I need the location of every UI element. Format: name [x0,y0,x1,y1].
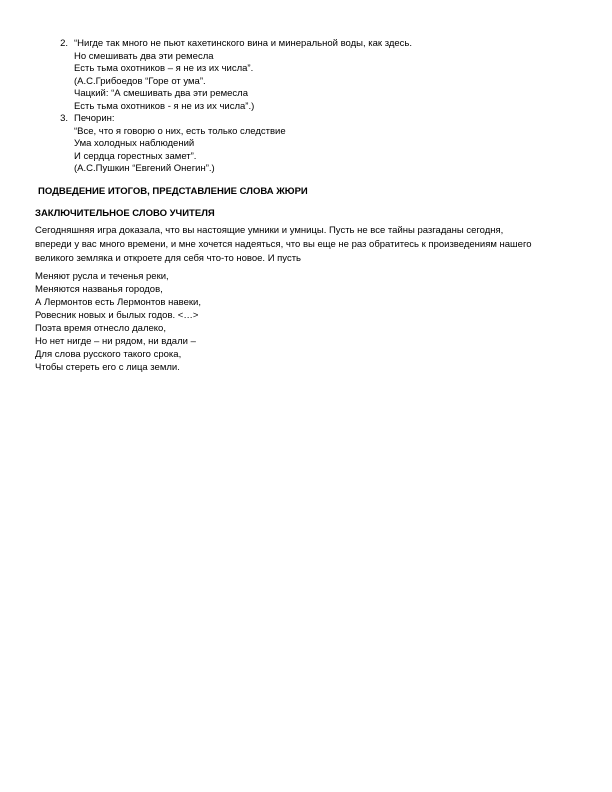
text-line: великого земляка и откроете для себя что-то новое. И пусть [35,253,301,264]
list-item-number: 3. [60,113,68,124]
closing-paragraph [35,224,575,266]
text-line: “Все, что я говорю о них, есть только следствие [74,125,286,137]
poem-line: А Лермонтов есть Лермонтов навеки, [35,297,201,308]
closing-heading: ЗАКЛЮЧИТЕЛЬНОЕ СЛОВО УЧИТЕЛЯ [35,208,215,219]
text-line: Чацкий: “А смешивать два эти ремесла [74,88,248,99]
poem-line: Поэта время отнесло далеко, [35,323,166,334]
text-line: Сегодняшняя игра доказала, что вы настоящие умники и умницы. Пусть не все тайны разгаданы сегодня, [35,225,504,236]
poem-line: Ровесник новых и былых годов. <…> [35,310,199,321]
text-line: Ума холодных наблюдений [74,138,195,149]
text-line: (А.С.Грибоедов “Горе от ума”. [74,75,206,87]
text-line: Но смешивать два эти ремесла [74,50,214,62]
poem-line: Меняются названья городов, [35,284,163,295]
poem-line: Чтобы стереть его с лица земли. [35,362,180,373]
text-line: Есть тьма охотников - я не из их числа”.) [74,100,255,112]
poem-line: Для слова русского такого срока, [35,349,182,360]
text-line: И сердца горестных замет”. [74,150,197,162]
text-line: (А.С.Пушкин “Евгений Онегин”.) [74,163,215,174]
poem-line: Меняют русла и теченья реки, [35,271,169,282]
text-line: впереди у вас много времени, и мне хочется надеяться, что вы еще не раз обратитесь к произведениям нашего [35,239,532,250]
list-item-text [74,38,412,113]
poem-line: Но нет нигде – ни рядом, ни вдали – [35,336,196,347]
summary-heading: ПОДВЕДЕНИЕ ИТОГОВ, ПРЕДСТАВЛЕНИЕ СЛОВА ЖЮРИ [38,186,308,197]
poem [35,270,201,374]
text-line: “Нигде так много не пьют кахетинского вина и минеральной воды, как здесь. [74,38,413,49]
text-line: Печорин: [74,113,115,124]
list-item-text [74,113,286,176]
list-item-number: 2. [60,38,68,49]
text-line: Есть тьма охотников – я не из их числа”. [74,63,254,74]
